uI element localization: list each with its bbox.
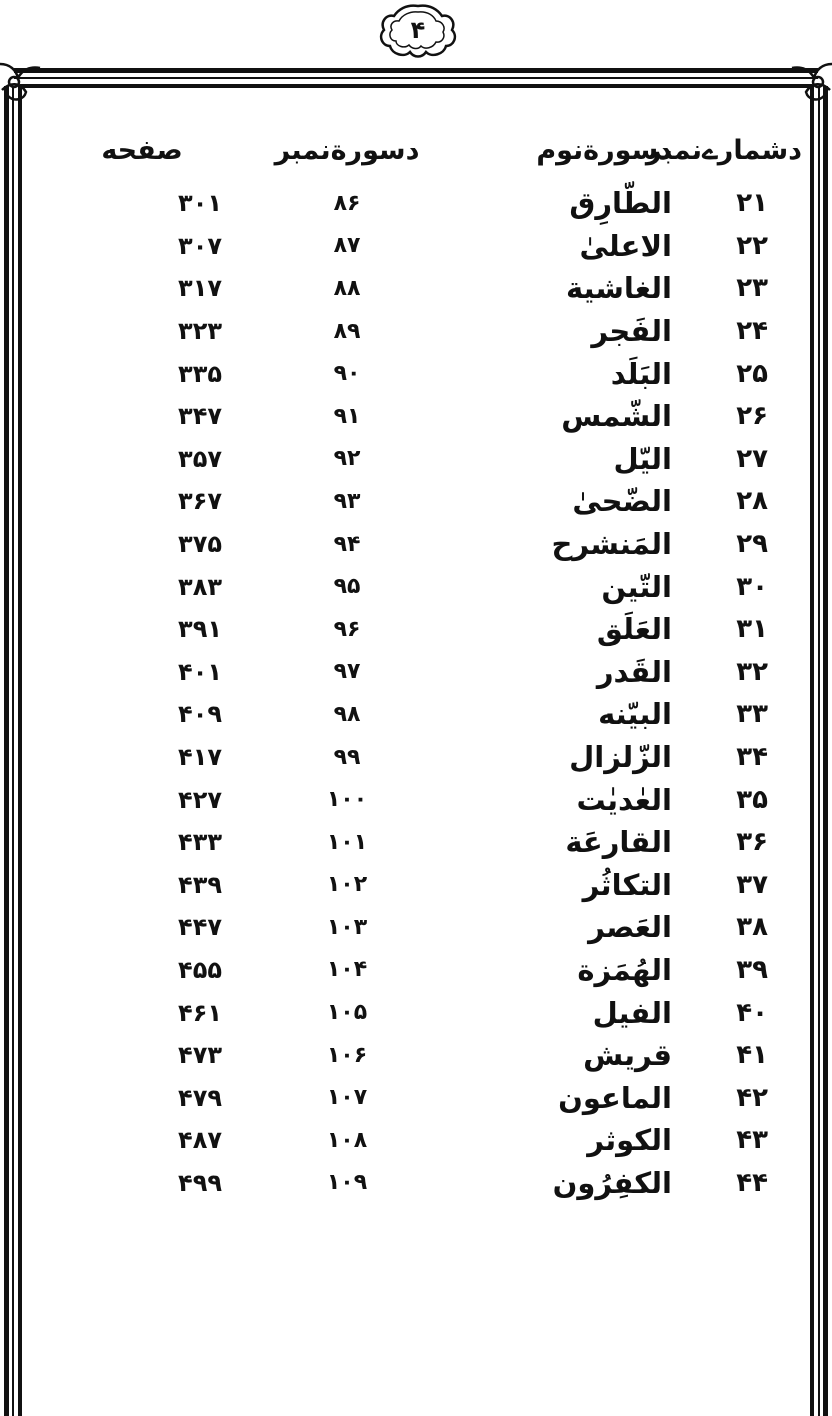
table-row [40,693,804,736]
surah-name: الکفِرُون [552,1165,672,1200]
surah-name: البَلَد [610,356,672,391]
surah-number: ۸۹ [333,318,361,344]
surah-number: ۹۱ [333,403,361,429]
surah-name: الفیل [592,995,672,1030]
surah-number: ۱۰۵ [326,1000,368,1026]
surah-number: ۹۵ [333,574,361,600]
page-number-cell: ۴۷۳ [178,1041,222,1070]
surah-number: ۱۰۹ [326,1170,368,1196]
table-row [40,1076,804,1119]
surah-name: القارعَة [565,825,672,860]
surah-number: ۸۶ [333,190,361,216]
juz-number: ۴۰ [736,997,768,1028]
table-row [40,608,804,651]
juz-number: ۲۴ [736,316,768,347]
table-body [40,182,804,1204]
surah-name: العَلَق [596,612,672,647]
header-surah-number: دسورةنمبر [274,134,420,166]
surah-number: ۹۹ [333,744,361,770]
surah-name: قریش [583,1038,672,1073]
surah-number: ۱۰۷ [326,1085,368,1111]
table-row [40,821,804,864]
juz-number: ۳۵ [736,784,768,815]
page-number-cell: ۴۰۱ [178,657,222,686]
juz-number: ۴۴ [736,1167,768,1198]
surah-number: ۹۶ [333,616,361,642]
surah-number: ۱۰۸ [326,1127,368,1153]
juz-number: ۳۷ [736,869,768,900]
juz-number: ۳۳ [736,699,768,730]
page-number-cell: ۳۳۵ [178,359,222,388]
surah-number: ۸۷ [333,233,361,259]
juz-number: ۳۱ [736,614,768,645]
page-number-cell: ۳۵۷ [178,444,222,473]
surah-number: ۹۳ [333,488,361,514]
page-number-cell: ۳۸۳ [178,572,222,601]
juz-number: ۲۹ [736,529,768,560]
surah-number: ۸۸ [333,275,361,301]
table-row [40,778,804,821]
page-number-cell: ۴۴۷ [178,913,222,942]
table-row [40,565,804,608]
juz-number: ۲۵ [736,358,768,389]
surah-number: ۱۰۰ [326,787,368,813]
surah-name: الزّلزال [569,740,672,775]
table-row [40,225,804,268]
page-number-cell: ۳۲۳ [178,317,222,346]
table-row [40,736,804,779]
table-row [40,991,804,1034]
page-number-cell: ۴۱۷ [178,743,222,772]
page-number-cell: ۳۴۷ [178,402,222,431]
juz-number: ۲۲ [736,230,768,261]
table-row [40,906,804,949]
juz-number: ۲۳ [736,273,768,304]
surah-name: العٰدیٰت [576,782,672,817]
table-row [40,1034,804,1077]
surah-name: الیّل [613,441,672,476]
juz-number: ۲۱ [736,188,768,219]
page-number-cell: ۳۶۷ [178,487,222,516]
juz-number: ۳۸ [736,912,768,943]
header-page: صفحه [101,134,183,166]
page-number-cell: ۳۰۱ [178,189,222,218]
juz-number: ۳۲ [736,656,768,687]
table-row [40,949,804,992]
page-number-cell: ۳۱۷ [178,274,222,303]
page-number-cell: ۴۳۹ [178,870,222,899]
page-number-cell: ۴۶۱ [178,998,222,1027]
juz-number: ۴۲ [736,1082,768,1113]
page-number: ۴ [410,16,426,44]
juz-number: ۳۴ [736,742,768,773]
page-number-cell: ۴۹۹ [178,1168,222,1197]
page-number-cell: ۴۸۷ [178,1126,222,1155]
surah-name: المَنشرح [551,527,672,562]
surah-number: ۹۰ [333,361,361,387]
table-row [40,864,804,907]
table-row [40,1162,804,1205]
surah-name: العَصر [588,910,672,945]
table-row [40,182,804,225]
surah-number: ۱۰۶ [326,1042,368,1068]
juz-number: ۳۶ [736,827,768,858]
surah-name: الغاشية [565,271,672,306]
surah-name: القَدر [596,654,672,689]
surah-number: ۹۲ [333,446,361,472]
juz-number: ۲۷ [736,443,768,474]
juz-number: ۳۹ [736,954,768,985]
surah-name: الفَجر [591,314,672,349]
juz-number: ۳۰ [736,571,768,602]
table-row [40,1119,804,1162]
page-number-cell: ۳۹۱ [178,615,222,644]
page-number-cell: ۳۰۷ [178,231,222,260]
surah-number: ۹۷ [333,659,361,685]
juz-number: ۲۸ [736,486,768,517]
table-row [40,395,804,438]
page-number-cell: ۳۷۵ [178,530,222,559]
surah-name: الماعون [558,1080,672,1115]
table-row [40,523,804,566]
page-number-cell: ۴۷۹ [178,1083,222,1112]
juz-number: ۲۶ [736,401,768,432]
surah-name: التّین [601,569,672,604]
page-number-cell: ۴۰۹ [178,700,222,729]
surah-name: الشّمس [561,399,672,434]
table-row [40,651,804,694]
surah-number: ۱۰۴ [326,957,368,983]
surah-number: ۹۴ [333,531,361,557]
surah-name: البیّنه [598,697,672,732]
header-juz-number: دشمارےنمبر [645,134,802,166]
table-row [40,352,804,395]
surah-number: ۱۰۲ [326,872,368,898]
table-header [40,118,804,182]
surah-name: الضّحیٰ [572,484,672,519]
surah-name: الکوثر [587,1123,672,1158]
page-number-cell: ۴۵۵ [178,955,222,984]
surah-name: الطّارِق [569,186,672,221]
page-number-cell: ۴۲۷ [178,785,222,814]
table-row [40,310,804,353]
page-number-cell: ۴۳۳ [178,828,222,857]
surah-name: التکاثُر [582,867,672,902]
surah-number: ۱۰۱ [326,829,368,855]
surah-number: ۱۰۳ [326,914,368,940]
juz-number: ۴۱ [736,1040,768,1071]
surah-index-table [40,118,804,1204]
surah-number: ۹۸ [333,701,361,727]
header-surah-name: دسورةنوم [536,134,672,166]
table-row [40,438,804,481]
juz-number: ۴۳ [736,1125,768,1156]
surah-name: الهُمَزة [577,952,672,987]
table-row [40,267,804,310]
surah-name: الاعلیٰ [579,228,672,263]
table-row [40,480,804,523]
